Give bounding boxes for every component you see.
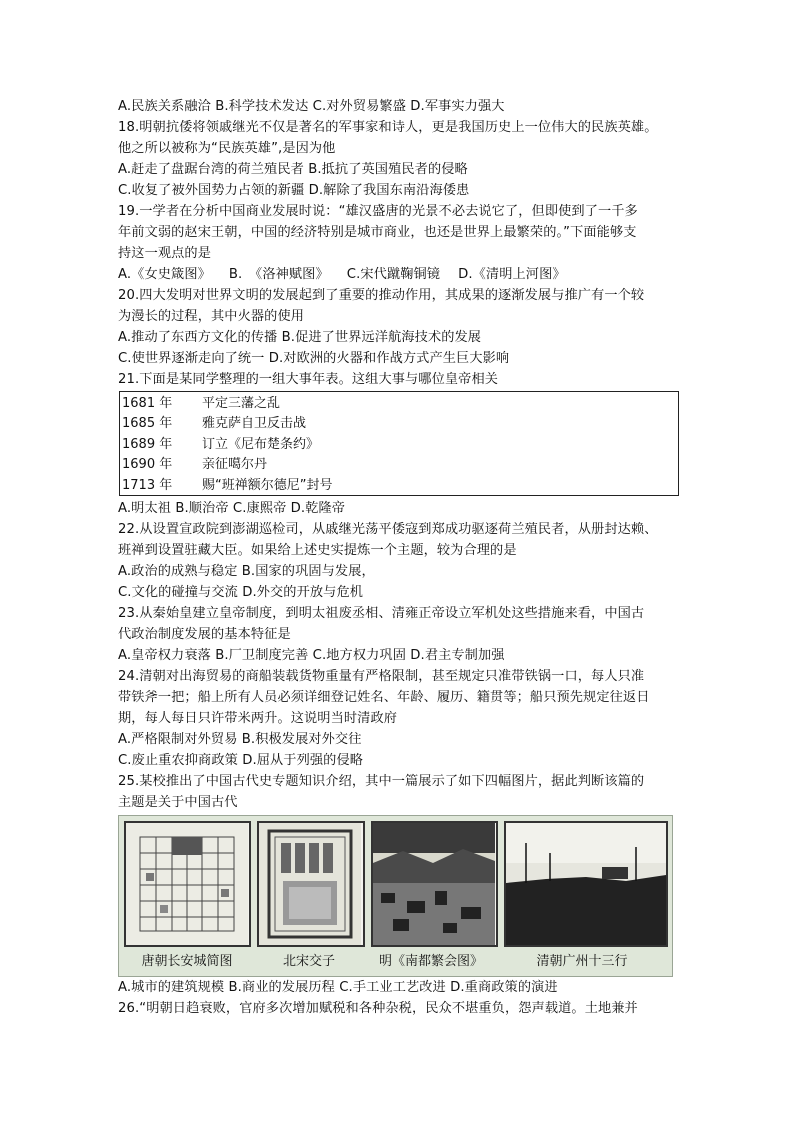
harbor-icon (504, 821, 668, 947)
event-row (120, 476, 678, 496)
event-year: 1713 年 (122, 477, 173, 493)
city-plan-icon (124, 821, 251, 947)
q24-options-1: A.严格限制对外贸易 B.积极发展对外交往 (118, 732, 362, 747)
event-row (120, 394, 678, 414)
event-text: 订立《尼布楚条约》 (202, 436, 320, 452)
q20-options-2: C.使世界逐渐走向了统一 D.对欧洲的火器和作战方式产生巨大影响 (118, 351, 510, 366)
q24-stem-1: 24.清朝对出海贸易的商船装载货物重量有严格限制，甚至规定只准带铁锅一口，每人只准 (118, 669, 645, 684)
q21-options: A.明太祖 B.顺治帝 C.康熙帝 D.乾隆帝 (118, 501, 346, 516)
events-table (119, 391, 679, 496)
picture-caption: 清朝广州十三行 (536, 954, 628, 969)
q18-options-2: C.收复了被外国势力占领的新疆 D.解除了我国东南沿海倭患 (118, 183, 470, 198)
event-text: 平定三藩之乱 (202, 396, 281, 411)
q20-stem-1: 20.四大发明对世界文明的发展起到了重要的推动作用，其成果的逐渐发展与推广有一个较 (118, 288, 645, 303)
q22-stem-2: 班禅到设置驻藏大臣。如果给上述史实提炼一个主题，较为合理的是 (118, 543, 517, 558)
q25-options: A.城市的建筑规模 B.商业的发展历程 C.手工业工艺改进 D.重商政策的演进 (118, 980, 558, 995)
q18-options-1: A.赶走了盘踞台湾的荷兰殖民者 B.抵抗了英国殖民者的侵略 (118, 162, 468, 177)
q20-stem-2: 为漫长的过程，其中火器的使用 (118, 309, 305, 324)
q25-stem-2: 主题是关于中国古代 (118, 795, 238, 810)
q25-stem-1: 25.某校推出了中国古代史专题知识介绍，其中一篇展示了如下四幅图片，据此判断该篇的 (118, 774, 645, 789)
event-text: 雅克萨自卫反击战 (202, 416, 307, 432)
q21-stem: 21.下面是某同学整理的一组大事年表。这组大事与哪位皇帝相关 (118, 372, 499, 387)
event-row (120, 414, 678, 434)
event-text: 赐“班禅额尔德尼”封号 (202, 477, 333, 493)
q26-stem-1: 26.“明朝日趋衰败，官府多次增加赋税和各种杂税，民众不堪重负，怨声载道。土地兼并 (118, 1001, 638, 1016)
q22-options-1: A.政治的成熟与稳定 B.国家的巩固与发展， (118, 564, 375, 579)
event-row (120, 455, 678, 475)
q23-stem-1: 23.从秦始皇建立皇帝制度，到明太祖废丞相、清雍正帝设立军机处这些措施来看，中国古 (118, 606, 645, 621)
q18-stem-1: 18.明朝抗倭将领戚继光不仅是著名的军事家和诗人，更是我国历史上一位伟大的民族英雄。 (118, 120, 658, 135)
q23-options: A.皇帝权力衰落 B.厂卫制度完善 C.地方权力巩固 D.君主专制加强 (118, 648, 505, 663)
q20-options-1: A.推动了东西方文化的传播 B.促进了世界远洋航海技术的发展 (118, 330, 482, 345)
picture-caption: 唐朝长安城简图 (141, 954, 233, 969)
q19-option-b: B. 《洛神赋图》 (228, 267, 329, 282)
picture-caption: 明《南都繁会图》 (378, 954, 483, 969)
event-text: 亲征噶尔丹 (202, 457, 268, 473)
q23-stem-2: 代政治制度发展的基本特征是 (118, 627, 291, 642)
event-year: 1685 年 (122, 416, 173, 432)
q17-options: A.民族关系融洽 B.科学技术发达 C.对外贸易繁盛 D.军事实力强大 (118, 99, 505, 114)
q24-options-2: C.废止重农抑商政策 D.屈从于列强的侵略 (118, 753, 364, 768)
q19-stem-3: 持这一观点的是 (118, 246, 212, 261)
paper-money-icon (257, 821, 365, 947)
event-year: 1689 年 (122, 436, 173, 452)
q19-stem-2: 年前文弱的赵宋王朝，中国的经济特别是城市商业，也还是世界上最繁荣的。”下面能够支 (118, 225, 637, 240)
q19-option-d: D.《清明上河图》 (458, 267, 566, 282)
q18-stem-2: 他之所以被称为“民族英雄”,是因为他 (118, 141, 336, 156)
event-year: 1681 年 (122, 396, 173, 411)
picture-caption: 北宋交子 (282, 954, 335, 969)
event-row (120, 435, 678, 455)
q24-stem-3: 期，每人每日只许带米两升。这说明当时清政府 (118, 711, 398, 726)
q22-stem-1: 22.从设置宣政院到澎湖巡检司，从戚继光荡平倭寇到郑成功驱逐荷兰殖民者，从册封达赖、 (118, 522, 658, 537)
q19-option-c: C.宋代蹴鞠铜镜 (346, 267, 441, 282)
q19-stem-1: 19.一学者在分析中国商业发展时说：“雄汉盛唐的光景不必去说它了，但即使到了一千多 (118, 204, 638, 219)
event-year: 1690 年 (122, 457, 173, 473)
picture-panel (118, 815, 673, 977)
painting-icon (371, 821, 498, 947)
exam-page (118, 96, 684, 1019)
q24-stem-2: 带铁斧一把；船上所有人员必须详细登记姓名、年龄、履历、籍贯等；船只预先规定往返日 (118, 690, 650, 705)
q19-option-a: A.《女史箴图》 (118, 267, 211, 282)
q22-options-2: C.文化的碰撞与交流 D.外交的开放与危机 (118, 585, 364, 600)
q19-options (118, 264, 684, 285)
